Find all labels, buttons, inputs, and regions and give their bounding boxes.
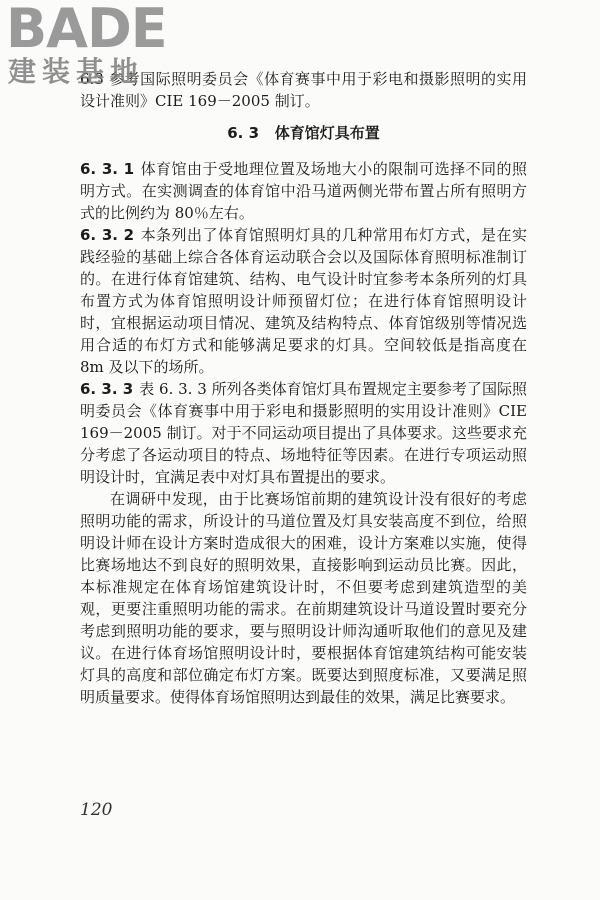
clause-number: 6. 3. 2 (80, 226, 135, 244)
section-heading (80, 122, 527, 144)
clause-text: 本条列出了体育馆照明灯具的几种常用布灯方式，是在实践经验的基础上综合各体育运动联合会以及国际体育照明标准制订的。在进行体育馆建筑、结构、电气设计时宜参考本条所列的灯具布置方式为体育馆照明设计师预留灯位；在进行体育馆照明设计时，宜根据运动项目情况、建筑及结构特点、体育馆级别等情况选用合适的布灯方式和能够满足要求的灯具。空间较低是指高度在 8m 及以下的场所。 (80, 226, 527, 376)
clause-6-3-3 (80, 378, 527, 488)
page-content (80, 68, 527, 708)
clause-text: 表 6. 3. 3 所列各类体育馆灯具布置规定主要参考了国际照明委员会《体育赛事中用于彩电和摄影照明的实用设计准则》CIE 169－2005 制订。对于不同运动项目提出了具体要求。这些要求充分考虑了各运动项目的特点、场地特征等因素。在进行专项运动照明设计时，宜满足表中对灯具布置提出的要求。 (80, 380, 527, 486)
clause-6-3-2 (80, 224, 527, 378)
watermark-subtitle: 建装基地 (8, 55, 145, 88)
clause-text: 体育馆由于受地理位置及场地大小的限制可选择不同的照明方式。在实测调查的体育馆中沿马道两侧光带布置占所有照明方式的比例约为 80％左右。 (80, 160, 527, 222)
clause-number: 6. 3. 3 (80, 380, 134, 398)
closing-paragraph: 在调研中发现，由于比赛场馆前期的建筑设计没有很好的考虑照明功能的需求，所设计的马道位置及灯具安装高度不到位，给照明设计师在设计方案时造成很大的困难，设计方案难以实施，使得比赛场地达不到良好的照明效果，直接影响到运动员比赛。因此，本标准规定在体育场馆建筑设计时，不但要考虑到建筑造型的美观，更要注重照明功能的需求。在前期建筑设计马道设置时要充分考虑到照明功能的要求，要与照明设计师沟通听取他们的意见及建议。在进行体育场馆照明设计时，要根据体育馆建筑结构可能安装灯具的高度和部位确定布灯方案。既要达到照度标准，又要满足照明质量要求。使得体育场馆照明达到最佳的效果，满足比赛要求。 (80, 490, 527, 706)
watermark-brand: BADE (6, 0, 167, 60)
clause-number: 6. 3. 1 (80, 160, 135, 178)
section-title: 体育馆灯具布置 (274, 124, 380, 142)
clause-6-3-1 (80, 158, 527, 224)
page-number: 120 (80, 800, 113, 820)
watermark-logo (6, 2, 181, 92)
section-number: 6. 3 (227, 124, 260, 142)
lead-paragraph: 6.3 参考国际照明委员会《体育赛事中用于彩电和摄影照明的实用设计准则》CIE 169－2005 制订。 (80, 70, 527, 110)
